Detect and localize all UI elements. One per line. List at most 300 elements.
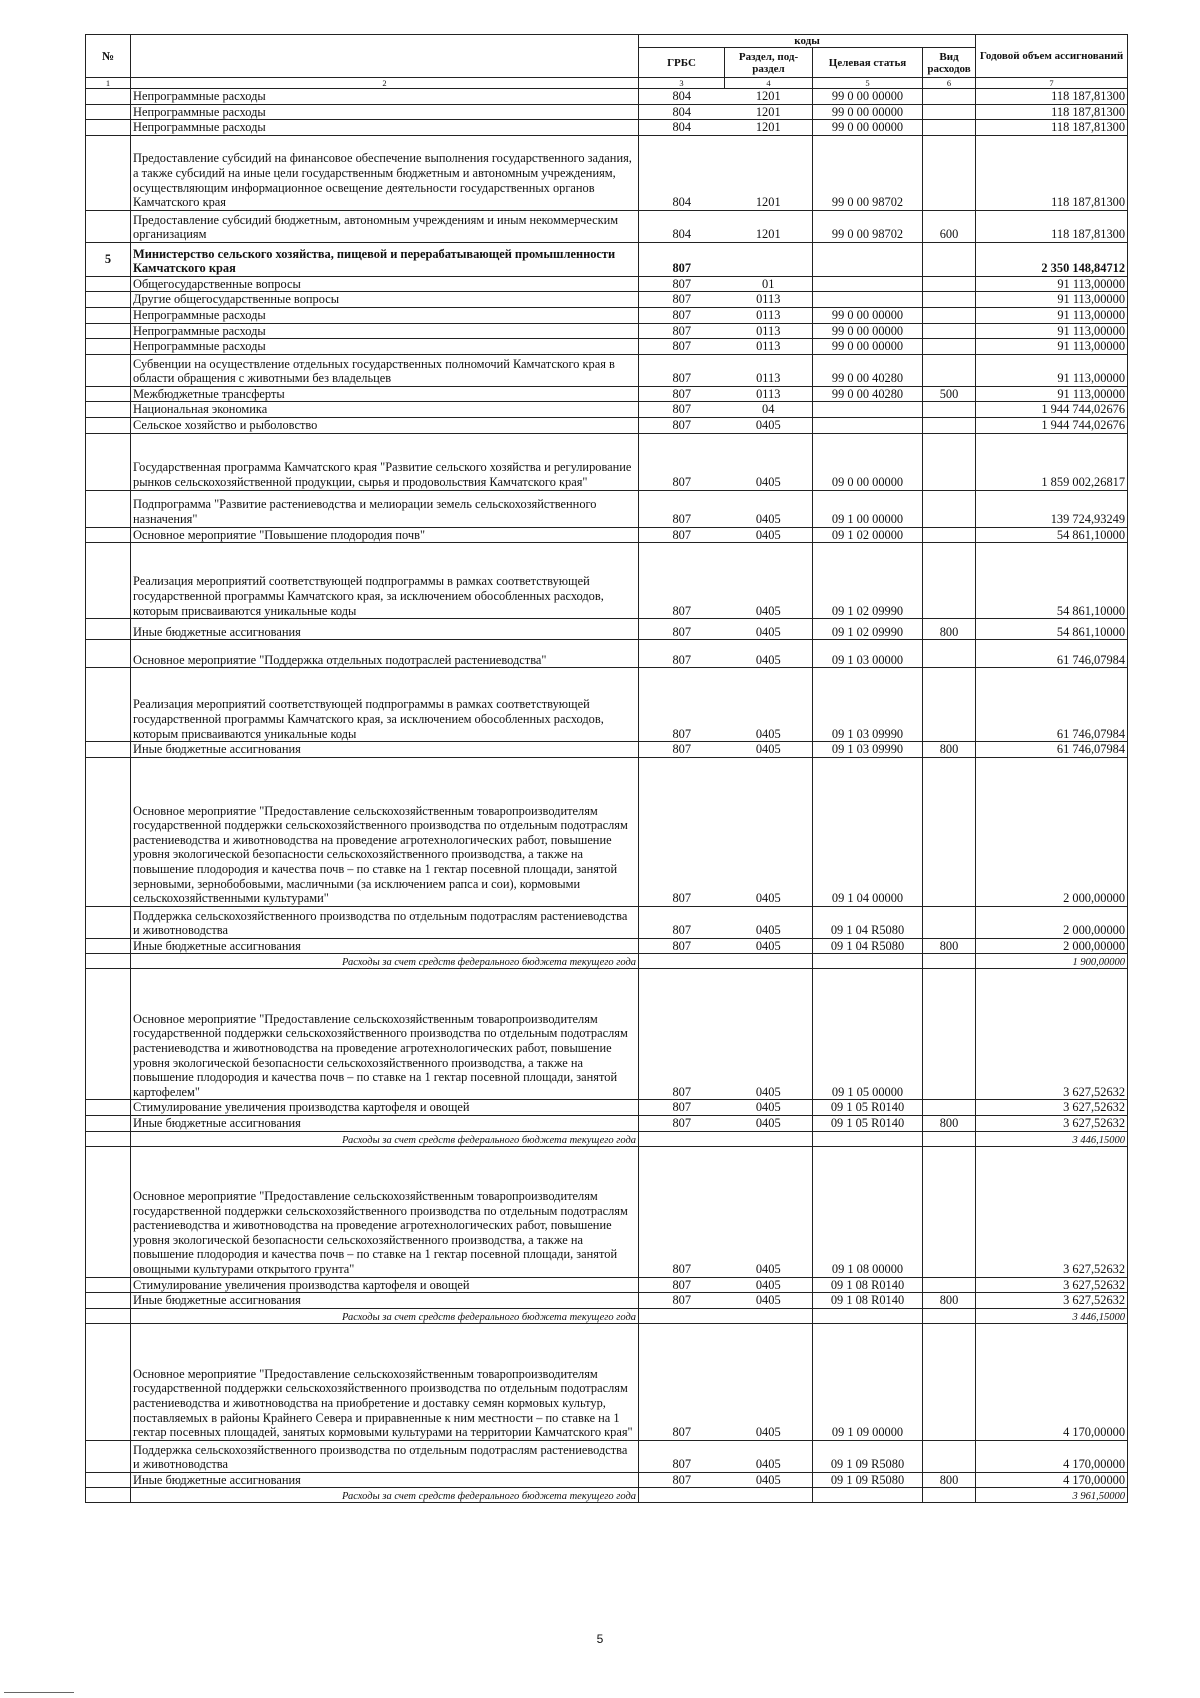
row-name: Стимулирование увеличения производства картофеля и овощей: [131, 1100, 639, 1116]
row-expense-type: [923, 323, 976, 339]
row-section: [725, 1131, 813, 1146]
row-section: 0113: [725, 339, 813, 355]
row-name: Непрограммные расходы: [131, 339, 639, 355]
page-number: 5: [596, 1632, 604, 1646]
row-number: [86, 954, 131, 969]
table-row: [86, 402, 1128, 418]
table-row: [86, 354, 1128, 386]
budget-sheet: [85, 34, 1127, 1503]
row-number: [86, 619, 131, 640]
row-grbs: 804: [639, 135, 725, 210]
row-number: [86, 386, 131, 402]
row-number: [86, 210, 131, 242]
row-name: Реализация мероприятий соответствующей подпрограммы в рамках соответствующей государственной программы Камчатского края, за исключением обособленных расходов, которым присваиваются уникальные коды: [131, 543, 639, 619]
row-number: [86, 938, 131, 954]
row-section: 0405: [725, 969, 813, 1100]
row-grbs: [639, 1131, 725, 1146]
row-grbs: 807: [639, 1472, 725, 1488]
row-section: 0113: [725, 292, 813, 308]
table-row: [86, 527, 1128, 543]
row-target: [813, 402, 923, 418]
header-grbs: ГРБС: [639, 48, 725, 78]
row-amount: 3 961,50000: [976, 1488, 1128, 1503]
row-amount: 3 627,52632: [976, 1115, 1128, 1131]
row-grbs: 807: [639, 906, 725, 938]
row-expense-type: [923, 954, 976, 969]
table-row: [86, 242, 1128, 276]
row-expense-type: 800: [923, 1293, 976, 1309]
row-target: 09 1 08 R0140: [813, 1293, 923, 1309]
row-number: [86, 323, 131, 339]
row-target: 09 1 05 00000: [813, 969, 923, 1100]
row-section: 0405: [725, 1293, 813, 1309]
row-number: [86, 402, 131, 418]
row-section: 0405: [725, 640, 813, 668]
row-amount: 91 113,00000: [976, 323, 1128, 339]
table-row: [86, 89, 1128, 105]
row-number: [86, 339, 131, 355]
row-number: [86, 1293, 131, 1309]
row-target: 09 1 02 09990: [813, 619, 923, 640]
row-grbs: 807: [639, 757, 725, 906]
table-row: [86, 339, 1128, 355]
row-amount: 139 724,93249: [976, 490, 1128, 527]
row-number: [86, 120, 131, 136]
row-amount: 2 000,00000: [976, 938, 1128, 954]
row-target: 99 0 00 00000: [813, 120, 923, 136]
row-target: 99 0 00 00000: [813, 339, 923, 355]
header-column-numbers: [86, 78, 1128, 89]
row-expense-type: [923, 120, 976, 136]
row-grbs: [639, 1308, 725, 1323]
row-expense-type: [923, 104, 976, 120]
row-number: [86, 89, 131, 105]
row-grbs: 807: [639, 668, 725, 742]
row-section: 0405: [725, 906, 813, 938]
row-section: 0405: [725, 1100, 813, 1116]
row-target: 09 1 03 09990: [813, 742, 923, 758]
table-row: [86, 1100, 1128, 1116]
row-section: 0113: [725, 354, 813, 386]
row-name: Субвенции на осуществление отдельных государственных полномочий Камчатского края в области обращения с животными без владельцев: [131, 354, 639, 386]
row-target: 09 1 05 R0140: [813, 1100, 923, 1116]
row-target: [813, 276, 923, 292]
row-target: 09 1 00 00000: [813, 490, 923, 527]
row-target: 09 1 02 00000: [813, 527, 923, 543]
row-amount: 3 446,15000: [976, 1308, 1128, 1323]
row-expense-type: [923, 339, 976, 355]
row-expense-type: [923, 527, 976, 543]
row-amount: 1 900,00000: [976, 954, 1128, 969]
row-name: Основное мероприятие "Предоставление сельскохозяйственным товаропроизводителям государственной поддержки сельскохозяйственного производства по отдельным подотраслям растениеводства и животноводства на приобретение и доставку семян кормовых культур, поставляемых в районы Крайнего Севера и приравненные к ним местности – по ставке на 1 гектар посевных площадей, занятых кормовыми культурами на территории Камчатского края": [131, 1323, 639, 1440]
row-number: [86, 1488, 131, 1503]
row-number: [86, 1100, 131, 1116]
row-name: Иные бюджетные ассигнования: [131, 619, 639, 640]
table-row: [86, 292, 1128, 308]
budget-table: [85, 34, 1128, 1503]
row-section: 0113: [725, 307, 813, 323]
row-target: 09 1 09 00000: [813, 1323, 923, 1440]
row-expense-type: [923, 433, 976, 490]
row-grbs: [639, 954, 725, 969]
row-section: 0405: [725, 619, 813, 640]
row-number: [86, 1440, 131, 1472]
row-target: [813, 1131, 923, 1146]
row-name: Иные бюджетные ассигнования: [131, 1293, 639, 1309]
table-row: [86, 120, 1128, 136]
row-number: [86, 1472, 131, 1488]
row-expense-type: 800: [923, 742, 976, 758]
row-expense-type: [923, 292, 976, 308]
federal-budget-row: [86, 954, 1128, 969]
row-section: [725, 954, 813, 969]
row-grbs: 804: [639, 104, 725, 120]
row-grbs: 807: [639, 1146, 725, 1277]
row-number: [86, 307, 131, 323]
row-number: [86, 969, 131, 1100]
column-number: 5: [813, 78, 923, 89]
row-expense-type: [923, 417, 976, 433]
row-grbs: 807: [639, 969, 725, 1100]
row-section: 0405: [725, 938, 813, 954]
table-row: [86, 323, 1128, 339]
row-expense-type: [923, 640, 976, 668]
federal-budget-row: [86, 1131, 1128, 1146]
row-amount: 3 446,15000: [976, 1131, 1128, 1146]
row-section: 0405: [725, 1440, 813, 1472]
row-expense-type: [923, 276, 976, 292]
row-expense-type: [923, 543, 976, 619]
row-grbs: 807: [639, 1100, 725, 1116]
row-grbs: 807: [639, 619, 725, 640]
row-number: [86, 490, 131, 527]
row-name: Непрограммные расходы: [131, 89, 639, 105]
row-number: [86, 906, 131, 938]
row-expense-type: [923, 1308, 976, 1323]
row-name: Иные бюджетные ассигнования: [131, 1115, 639, 1131]
row-target: 09 1 05 R0140: [813, 1115, 923, 1131]
row-amount: 3 627,52632: [976, 1293, 1128, 1309]
row-name: Иные бюджетные ассигнования: [131, 742, 639, 758]
row-name: Расходы за счет средств федерального бюджета текущего года: [131, 1488, 639, 1503]
row-amount: 118 187,81300: [976, 210, 1128, 242]
row-grbs: 807: [639, 640, 725, 668]
table-row: [86, 135, 1128, 210]
row-number: [86, 276, 131, 292]
row-name: Основное мероприятие "Повышение плодородия почв": [131, 527, 639, 543]
table-row: [86, 757, 1128, 906]
row-name: Основное мероприятие "Предоставление сельскохозяйственным товаропроизводителям государственной поддержки сельскохозяйственного производства по отдельным подотраслям растениеводства и животноводства на проведение агротехнологических работ, повышение уровня экологической безопасности сельскохозяйственного производства, а также на повышение плодородия и качества почв – по ставке на 1 гектар посевной площади, занятой овощными культурами открытого грунта": [131, 1146, 639, 1277]
row-amount: 4 170,00000: [976, 1472, 1128, 1488]
row-section: 0405: [725, 433, 813, 490]
row-number: [86, 757, 131, 906]
row-name: Другие общегосударственные вопросы: [131, 292, 639, 308]
header-no: №: [86, 35, 131, 78]
row-amount: 91 113,00000: [976, 386, 1128, 402]
table-row: [86, 210, 1128, 242]
row-name: Основное мероприятие "Предоставление сельскохозяйственным товаропроизводителям государственной поддержки сельскохозяйственного производства по отдельным подотраслям растениеводства и животноводства на проведение агротехнологических работ, повышение уровня экологической безопасности сельскохозяйственного производства, а также на повышение плодородия и качества почв – по ставке на 1 гектар посевной площади, занятой зерновыми, зернобобовыми, масличными (за исключением рапса и сои), кормовыми сельскохозяйственными культурами": [131, 757, 639, 906]
row-target: [813, 292, 923, 308]
table-row: [86, 386, 1128, 402]
row-name: Предоставление субсидий на финансовое обеспечение выполнения государственного задания, а также субсидий на иные цели государственным бюджетным и автономным учреждениям, осуществляющим информационное освещение деятельности государственных органов Камчатского края: [131, 135, 639, 210]
row-section: [725, 1488, 813, 1503]
row-amount: 4 170,00000: [976, 1323, 1128, 1440]
row-name: Национальная экономика: [131, 402, 639, 418]
row-name: Непрограммные расходы: [131, 307, 639, 323]
row-expense-type: 800: [923, 1115, 976, 1131]
row-number: [86, 1131, 131, 1146]
row-grbs: 807: [639, 386, 725, 402]
row-grbs: 807: [639, 339, 725, 355]
row-target: 99 0 00 98702: [813, 135, 923, 210]
row-name: Общегосударственные вопросы: [131, 276, 639, 292]
row-grbs: 807: [639, 1323, 725, 1440]
row-section: 0405: [725, 1146, 813, 1277]
row-amount: 1 944 744,02676: [976, 417, 1128, 433]
row-target: 99 0 00 98702: [813, 210, 923, 242]
row-number: [86, 104, 131, 120]
row-target: 99 0 00 00000: [813, 307, 923, 323]
row-amount: 3 627,52632: [976, 1146, 1128, 1277]
row-expense-type: 800: [923, 938, 976, 954]
row-grbs: 807: [639, 402, 725, 418]
row-amount: 61 746,07984: [976, 640, 1128, 668]
row-expense-type: [923, 668, 976, 742]
row-section: 0405: [725, 527, 813, 543]
row-amount: 3 627,52632: [976, 969, 1128, 1100]
row-name: Поддержка сельскохозяйственного производства по отдельным подотраслям растениеводства и животноводства: [131, 906, 639, 938]
row-target: 09 1 08 00000: [813, 1146, 923, 1277]
row-amount: 118 187,81300: [976, 104, 1128, 120]
row-amount: 91 113,00000: [976, 354, 1128, 386]
row-target: [813, 954, 923, 969]
row-target: [813, 242, 923, 276]
table-row: [86, 307, 1128, 323]
row-amount: 61 746,07984: [976, 668, 1128, 742]
header-amount: Годовой объем ассигнований: [976, 35, 1128, 78]
row-number: [86, 1115, 131, 1131]
row-name: Иные бюджетные ассигнования: [131, 1472, 639, 1488]
table-row: [86, 543, 1128, 619]
row-expense-type: [923, 354, 976, 386]
row-expense-type: [923, 402, 976, 418]
table-row: [86, 640, 1128, 668]
row-grbs: 807: [639, 543, 725, 619]
row-name: Иные бюджетные ассигнования: [131, 938, 639, 954]
row-grbs: 807: [639, 490, 725, 527]
row-expense-type: [923, 906, 976, 938]
row-expense-type: [923, 89, 976, 105]
row-target: 09 1 04 00000: [813, 757, 923, 906]
row-target: 99 0 00 00000: [813, 104, 923, 120]
row-amount: 91 113,00000: [976, 339, 1128, 355]
row-amount: 54 861,10000: [976, 527, 1128, 543]
table-row: [86, 1472, 1128, 1488]
row-grbs: 807: [639, 742, 725, 758]
row-section: 01: [725, 276, 813, 292]
table-row: [86, 1146, 1128, 1277]
row-section: 0405: [725, 417, 813, 433]
table-row: [86, 1440, 1128, 1472]
row-expense-type: [923, 1146, 976, 1277]
row-name: Предоставление субсидий бюджетным, автономным учреждениям и иным некоммерческим организациям: [131, 210, 639, 242]
row-section: 0405: [725, 742, 813, 758]
row-grbs: 804: [639, 210, 725, 242]
row-target: [813, 417, 923, 433]
row-grbs: 807: [639, 1277, 725, 1293]
federal-budget-row: [86, 1308, 1128, 1323]
row-section: 0113: [725, 386, 813, 402]
row-grbs: [639, 1488, 725, 1503]
table-row: [86, 668, 1128, 742]
table-row: [86, 433, 1128, 490]
row-expense-type: [923, 242, 976, 276]
header-name: [131, 35, 639, 78]
row-amount: 1 859 002,26817: [976, 433, 1128, 490]
table-row: [86, 969, 1128, 1100]
row-target: 99 0 00 00000: [813, 323, 923, 339]
row-section: 0405: [725, 1472, 813, 1488]
header-target: Целевая статья: [813, 48, 923, 78]
row-section: 04: [725, 402, 813, 418]
row-section: 0405: [725, 490, 813, 527]
row-grbs: 807: [639, 1293, 725, 1309]
column-number: 2: [131, 78, 639, 89]
row-target: 09 1 09 R5080: [813, 1440, 923, 1472]
row-expense-type: [923, 1100, 976, 1116]
row-expense-type: 500: [923, 386, 976, 402]
row-expense-type: [923, 1323, 976, 1440]
row-grbs: 807: [639, 292, 725, 308]
row-number: [86, 354, 131, 386]
row-expense-type: 800: [923, 1472, 976, 1488]
row-number: [86, 135, 131, 210]
row-number: [86, 543, 131, 619]
column-number: 4: [725, 78, 813, 89]
row-number: 5: [86, 242, 131, 276]
row-target: 09 1 04 R5080: [813, 938, 923, 954]
row-name: Поддержка сельскохозяйственного производства по отдельным подотраслям растениеводства и животноводства: [131, 1440, 639, 1472]
row-section: 0405: [725, 1323, 813, 1440]
row-name: Расходы за счет средств федерального бюджета текущего года: [131, 954, 639, 969]
row-section: [725, 242, 813, 276]
row-name: Расходы за счет средств федерального бюджета текущего года: [131, 1308, 639, 1323]
row-name: Непрограммные расходы: [131, 120, 639, 136]
row-expense-type: [923, 490, 976, 527]
row-expense-type: [923, 757, 976, 906]
row-target: 09 1 03 09990: [813, 668, 923, 742]
row-target: 99 0 00 00000: [813, 89, 923, 105]
row-amount: 118 187,81300: [976, 89, 1128, 105]
row-grbs: 807: [639, 433, 725, 490]
table-row: [86, 742, 1128, 758]
row-grbs: 807: [639, 323, 725, 339]
row-expense-type: [923, 1440, 976, 1472]
row-section: 1201: [725, 120, 813, 136]
row-amount: 54 861,10000: [976, 619, 1128, 640]
table-row: [86, 1115, 1128, 1131]
row-name: Непрограммные расходы: [131, 104, 639, 120]
row-number: [86, 1146, 131, 1277]
header-type: Вид расходов: [923, 48, 976, 78]
row-amount: 2 000,00000: [976, 757, 1128, 906]
row-section: [725, 1308, 813, 1323]
row-section: 0113: [725, 323, 813, 339]
row-grbs: 807: [639, 1115, 725, 1131]
column-number: 3: [639, 78, 725, 89]
row-number: [86, 527, 131, 543]
table-row: [86, 619, 1128, 640]
row-name: Основное мероприятие "Поддержка отдельных подотраслей растениеводства": [131, 640, 639, 668]
row-name: Подпрограмма "Развитие растениеводства и мелиорации земель сельскохозяйственного назначения": [131, 490, 639, 527]
row-number: [86, 417, 131, 433]
row-section: 0405: [725, 1115, 813, 1131]
row-section: 1201: [725, 89, 813, 105]
row-number: [86, 433, 131, 490]
table-row: [86, 417, 1128, 433]
row-name: Основное мероприятие "Предоставление сельскохозяйственным товаропроизводителям государственной поддержки сельскохозяйственного производства по отдельным подотраслям растениеводства и животноводства на проведение агротехнологических работ, повышение уровня экологической безопасности сельскохозяйственного производства, а также на повышение плодородия и качества почв – по ставке на 1 гектар посевной площади, занятой картофелем": [131, 969, 639, 1100]
row-target: 09 1 02 09990: [813, 543, 923, 619]
table-body: [86, 89, 1128, 1503]
row-expense-type: [923, 307, 976, 323]
column-number: 6: [923, 78, 976, 89]
row-target: 99 0 00 40280: [813, 354, 923, 386]
row-expense-type: 600: [923, 210, 976, 242]
row-grbs: 804: [639, 89, 725, 105]
row-section: 1201: [725, 210, 813, 242]
row-amount: 54 861,10000: [976, 543, 1128, 619]
federal-budget-row: [86, 1488, 1128, 1503]
row-grbs: 807: [639, 938, 725, 954]
row-amount: 118 187,81300: [976, 135, 1128, 210]
row-name: Расходы за счет средств федерального бюджета текущего года: [131, 1131, 639, 1146]
row-amount: 91 113,00000: [976, 307, 1128, 323]
table-row: [86, 906, 1128, 938]
row-section: 0405: [725, 1277, 813, 1293]
row-section: 0405: [725, 757, 813, 906]
row-name: Стимулирование увеличения производства картофеля и овощей: [131, 1277, 639, 1293]
row-target: 09 1 04 R5080: [813, 906, 923, 938]
row-expense-type: [923, 1488, 976, 1503]
row-amount: 91 113,00000: [976, 292, 1128, 308]
row-name: Государственная программа Камчатского края "Развитие сельского хозяйства и регулирование рынков сельскохозяйственной продукции, сырья и продовольствия Камчатского края": [131, 433, 639, 490]
row-expense-type: [923, 1277, 976, 1293]
table-header: [86, 35, 1128, 89]
row-expense-type: [923, 1131, 976, 1146]
row-grbs: 804: [639, 120, 725, 136]
table-row: [86, 1293, 1128, 1309]
table-row: [86, 276, 1128, 292]
row-number: [86, 742, 131, 758]
row-amount: 61 746,07984: [976, 742, 1128, 758]
row-name: Министерство сельского хозяйства, пищевой и перерабатывающей промышленности Камчатского края: [131, 242, 639, 276]
row-name: Сельское хозяйство и рыболовство: [131, 417, 639, 433]
row-amount: 2 000,00000: [976, 906, 1128, 938]
row-amount: 91 113,00000: [976, 276, 1128, 292]
row-number: [86, 292, 131, 308]
row-amount: 1 944 744,02676: [976, 402, 1128, 418]
row-grbs: 807: [639, 527, 725, 543]
row-grbs: 807: [639, 1440, 725, 1472]
row-expense-type: [923, 969, 976, 1100]
row-number: [86, 1277, 131, 1293]
row-name: Непрограммные расходы: [131, 323, 639, 339]
row-section: 0405: [725, 543, 813, 619]
column-number: 1: [86, 78, 131, 89]
table-row: [86, 938, 1128, 954]
column-number: 7: [976, 78, 1128, 89]
row-grbs: 807: [639, 242, 725, 276]
